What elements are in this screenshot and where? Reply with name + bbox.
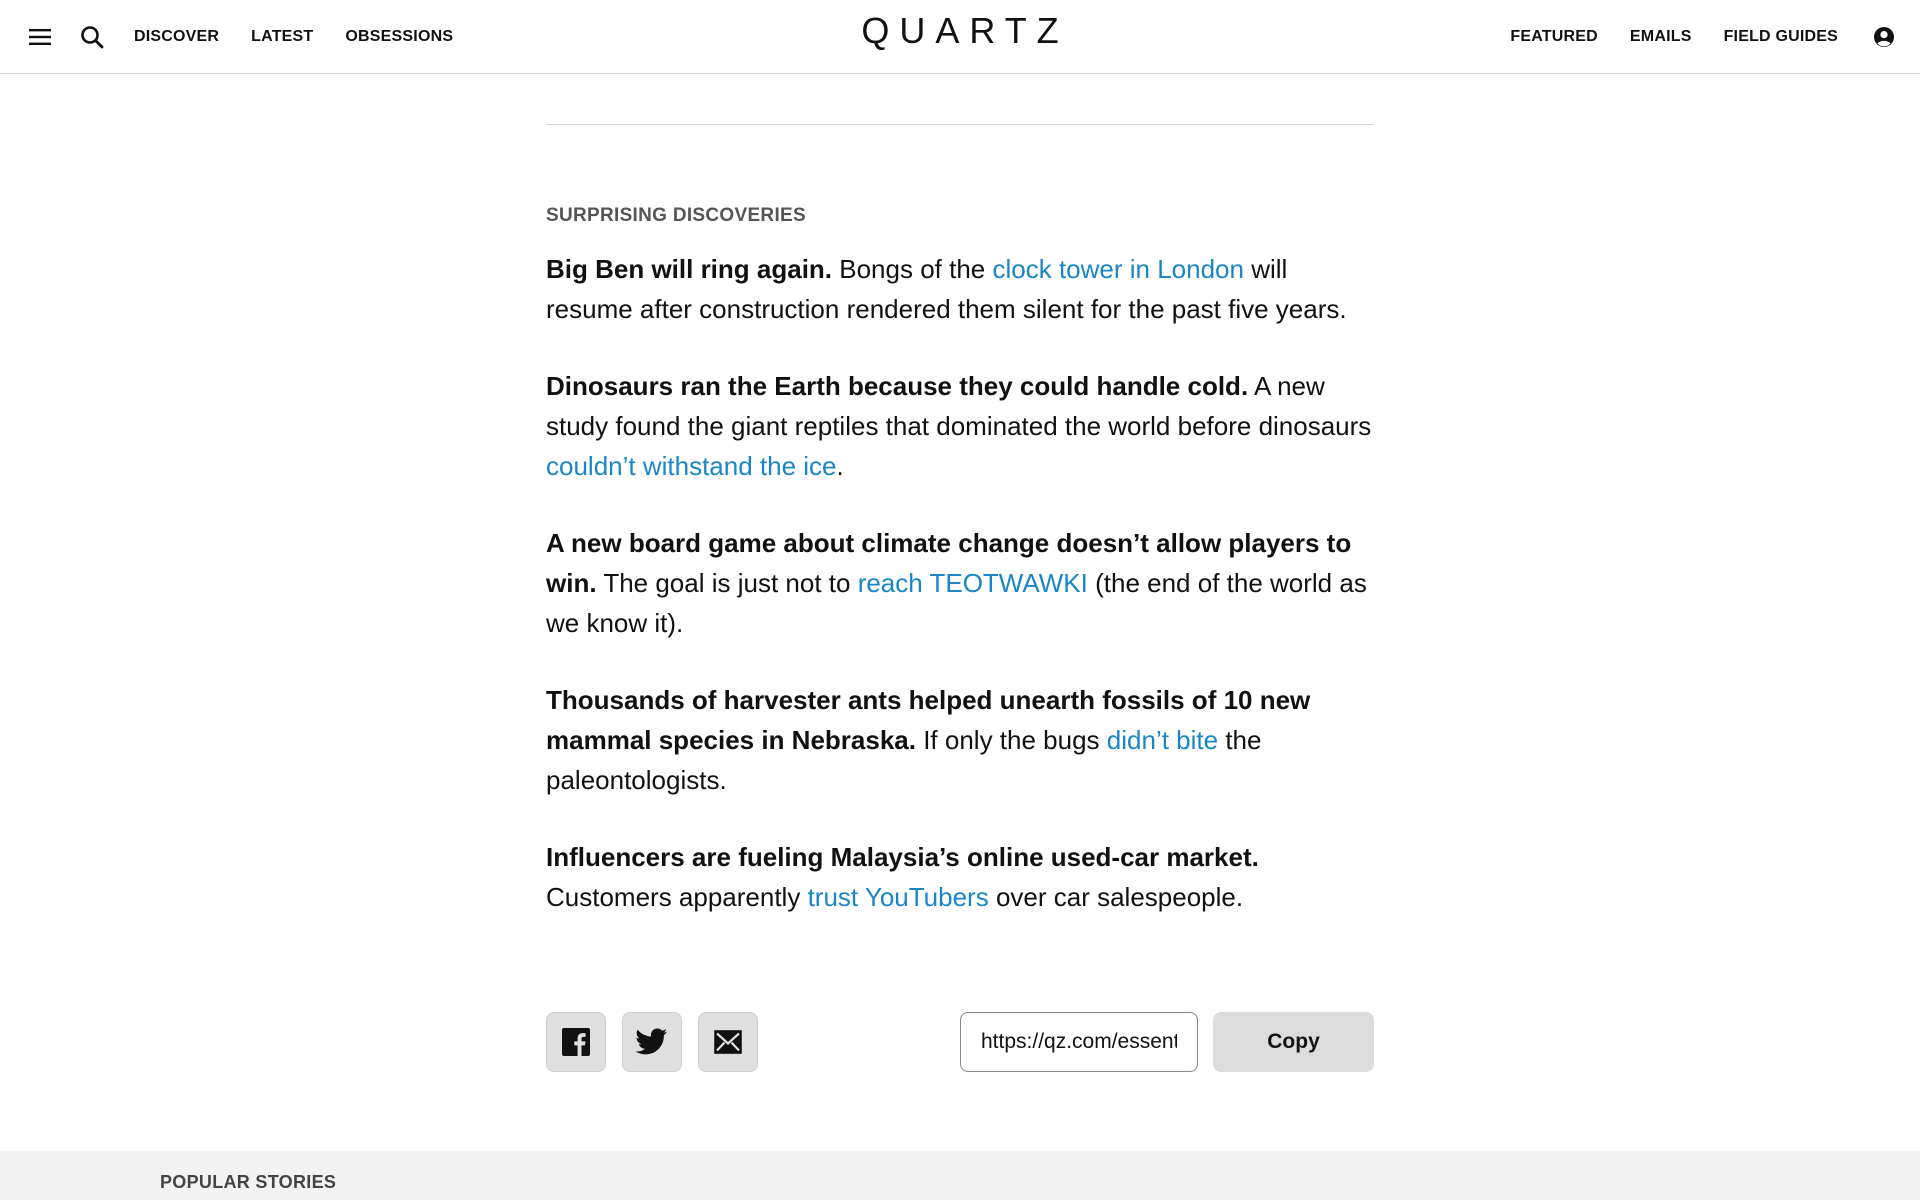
discoveries-list <box>546 249 1374 917</box>
quartz-logo[interactable]: QUARTZ <box>861 10 1069 51</box>
popular-stories-section <box>0 1151 1920 1200</box>
nav-link-featured[interactable]: FEATURED <box>1510 28 1598 45</box>
list-item <box>546 523 1374 643</box>
item-text: over car salespeople. <box>988 882 1244 912</box>
hamburger-menu-button[interactable] <box>22 19 58 55</box>
item-link[interactable]: trust YouTubers <box>807 882 989 912</box>
section-label: SURPRISING DISCOVERIES <box>546 205 806 226</box>
nav-link-discover[interactable]: DISCOVER <box>134 28 220 45</box>
item-text: Customers apparently <box>546 882 808 912</box>
nav-link-obsessions[interactable]: OBSESSIONS <box>345 28 454 45</box>
user-avatar-icon <box>1873 26 1895 48</box>
share-facebook-button[interactable] <box>546 1012 606 1072</box>
article-body <box>546 74 1374 1053</box>
nav-link-emails[interactable]: EMAILS <box>1629 28 1692 45</box>
item-text: (the end of the world as we know it). <box>546 568 1367 638</box>
copy-link-button[interactable]: Copy <box>1213 1012 1374 1072</box>
popular-stories-label: POPULAR STORIES <box>160 1172 337 1192</box>
item-text: If only the bugs <box>915 725 1107 755</box>
nav-right <box>1510 0 1898 74</box>
item-text: will resume after construction rendered them silent for the past five years. <box>546 254 1347 324</box>
item-link[interactable]: clock tower in London <box>992 254 1244 284</box>
account-button[interactable] <box>1870 23 1898 51</box>
twitter-icon <box>636 1028 668 1056</box>
top-navigation-bar <box>0 0 1920 74</box>
item-text: The goal is just not to <box>596 568 858 598</box>
list-item <box>546 837 1374 917</box>
item-text: . <box>836 451 844 481</box>
share-url-input[interactable] <box>960 1012 1198 1072</box>
search-button[interactable] <box>74 19 110 55</box>
list-item <box>546 249 1374 329</box>
email-icon <box>713 1029 743 1055</box>
item-headline: Dinosaurs ran the Earth because they could handle cold. <box>546 371 1249 401</box>
item-headline: A new board game about climate change doesn’t allow players to win. <box>546 528 1352 598</box>
item-headline: Big Ben will ring again. <box>546 254 833 284</box>
item-headline: Thousands of harvester ants helped unearth fossils of 10 new mammal species in Nebraska. <box>546 685 1311 755</box>
section-divider <box>546 124 1374 125</box>
share-toolbar <box>546 1012 1374 1072</box>
search-icon <box>80 25 104 49</box>
hamburger-icon <box>28 27 52 47</box>
nav-link-latest[interactable]: LATEST <box>251 28 314 45</box>
list-item <box>546 366 1374 486</box>
item-text: A new study found the giant reptiles that dominated the world before dinosaurs <box>546 371 1372 441</box>
item-text: Bongs of the <box>832 254 993 284</box>
item-link[interactable]: couldn’t withstand the ice <box>546 451 837 481</box>
item-link[interactable]: reach TEOTWAWKI <box>857 568 1088 598</box>
facebook-icon <box>562 1028 590 1056</box>
nav-left <box>22 0 485 74</box>
item-link[interactable]: didn’t bite <box>1106 725 1219 755</box>
item-headline: Influencers are fueling Malaysia’s online used-car market. <box>546 842 1259 872</box>
nav-link-field-guides[interactable]: FIELD GUIDES <box>1723 28 1838 45</box>
share-email-button[interactable] <box>698 1012 758 1072</box>
share-twitter-button[interactable] <box>622 1012 682 1072</box>
item-text: the paleontologists. <box>546 725 1262 795</box>
list-item <box>546 680 1374 800</box>
